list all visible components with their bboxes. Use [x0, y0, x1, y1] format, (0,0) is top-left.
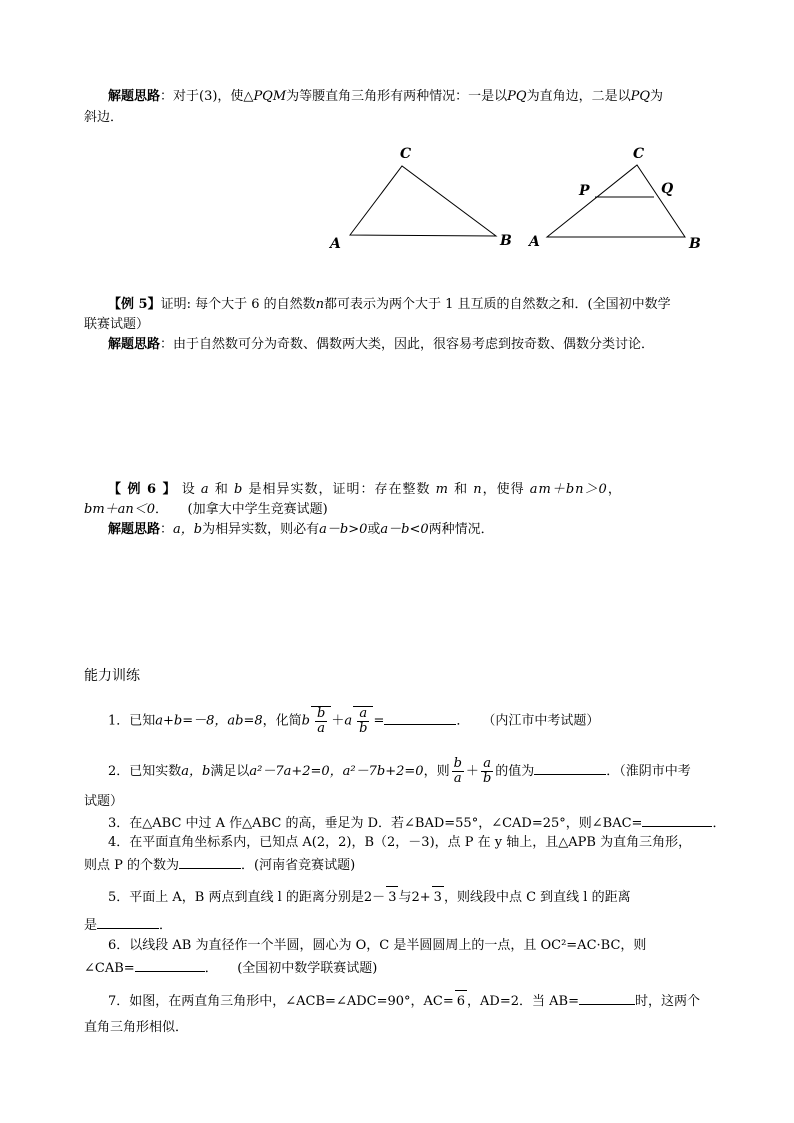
answer-blank-3[interactable] — [642, 813, 712, 827]
ex6-line1: 【 例 6 】 设 a 和 b 是相异实数，证明：存在整数 m 和 n，使得 am＋bn＞0， — [108, 482, 622, 497]
fig2-label-p: P — [579, 183, 590, 199]
ex6-label: 【 例 6 】 — [108, 482, 177, 497]
question-7: 7．如图，在两直角三角形中，∠ACB=∠ADC=90°，AC= 6 ，AD=2．当 AB= 时，这两个 — [108, 990, 700, 1013]
fig1-label-c: C — [400, 146, 412, 162]
question-2-line2: 试题） — [84, 794, 124, 809]
ex6-line2: bm＋an＜0． (加拿大中学生竞赛试题) — [84, 502, 328, 517]
answer-blank-5[interactable] — [97, 915, 159, 929]
hint1-label: 解题思路 — [108, 89, 161, 104]
question-5: 5．平面上 A，B 两点到直线 l 的距离分别是2－ 3 与2+ 3 ，则线段中点 C 到直线 l 的距离 — [108, 886, 631, 909]
hint1-line1: 解题思路：对于(3)，使△PQM为等腰直角三角形有两种情况：一是以PQ为直角边，二是以PQ为 — [108, 89, 664, 104]
sqrt-3-a: 3 — [386, 886, 398, 909]
answer-blank-2[interactable] — [534, 761, 606, 775]
question-6-line2: ∠CAB= ． (全国初中数学联赛试题) — [84, 958, 377, 978]
answer-blank-6[interactable] — [135, 958, 205, 972]
answer-blank-4[interactable] — [179, 855, 241, 869]
training-title: 能力训练 — [84, 668, 140, 684]
ex5-label: 【例 5】 — [108, 297, 161, 312]
figure-triangle-abc — [320, 140, 530, 255]
ex5-line2: 联赛试题） — [84, 317, 150, 332]
sqrt-6: 6 — [455, 990, 467, 1013]
fig1-label-a: A — [330, 236, 341, 252]
fig2-label-a: A — [529, 234, 540, 250]
fig1-label-b: B — [500, 233, 512, 249]
question-3: 3．在△ABC 中过 A 作△ABC 的高，垂足为 D．若∠BAD=55°，∠CAD=25°，则∠BAC= ． — [108, 813, 725, 833]
question-1: 1．已知a+b=－8，ab=8，化简b $\frac{b}{a}$ ＋a $\frac{a}{b}$ = ． （内江市中考试题） — [108, 706, 600, 736]
sqrt-b-over-a: $\frac{b}{a}$ — [311, 706, 331, 736]
fig2-label-q: Q — [661, 181, 674, 197]
ex5-hint: 解题思路：由于自然数可分为奇数、偶数两大类，因此，很容易考虑到按奇数、偶数分类讨论． — [108, 337, 655, 352]
question-4: 4．在平面直角坐标系内，已知点 A(2，2)，B（2，－3)，点 P 在 y 轴上，且△APB 为直角三角形， — [108, 835, 692, 850]
answer-blank-7[interactable] — [579, 991, 635, 1005]
ex5-line1: 【例 5】证明: 每个大于 6 的自然数n都可表示为两个大于 1 且互质的自然数之和．(全国初中数学 — [108, 297, 671, 312]
sqrt-a-over-b: $\frac{a}{b}$ — [353, 706, 373, 736]
question-4-line2: 则点 P 的个数为 ．(河南省竞赛试题) — [84, 855, 355, 875]
question-6: 6．以线段 AB 为直径作一个半圆，圆心为 O，C 是半圆圆周上的一点，且 OC²=AC·BC，则 — [108, 938, 647, 953]
answer-blank-1[interactable] — [384, 711, 456, 725]
figure-triangle-abc-pq — [525, 140, 715, 255]
hint1-line2: 斜边． — [84, 110, 124, 125]
fig2-label-c: C — [633, 146, 645, 162]
sqrt-3-b: 3 — [432, 886, 444, 909]
question-7-line2: 直角三角形相似． — [84, 1020, 189, 1035]
question-2: 2．已知实数a，b满足以a²－7a+2=0，a²－7b+2=0，则 $\frac{b}{a}$ ＋ $\frac{a}{b}$ 的值为 ．（淮阴市中考 — [108, 756, 691, 786]
question-5-line2: 是 ． — [84, 915, 172, 935]
ex6-hint: 解题思路：a，b为相异实数，则必有a－b>0或a－b<0两种情况． — [108, 522, 494, 537]
fig2-label-b: B — [689, 236, 701, 252]
